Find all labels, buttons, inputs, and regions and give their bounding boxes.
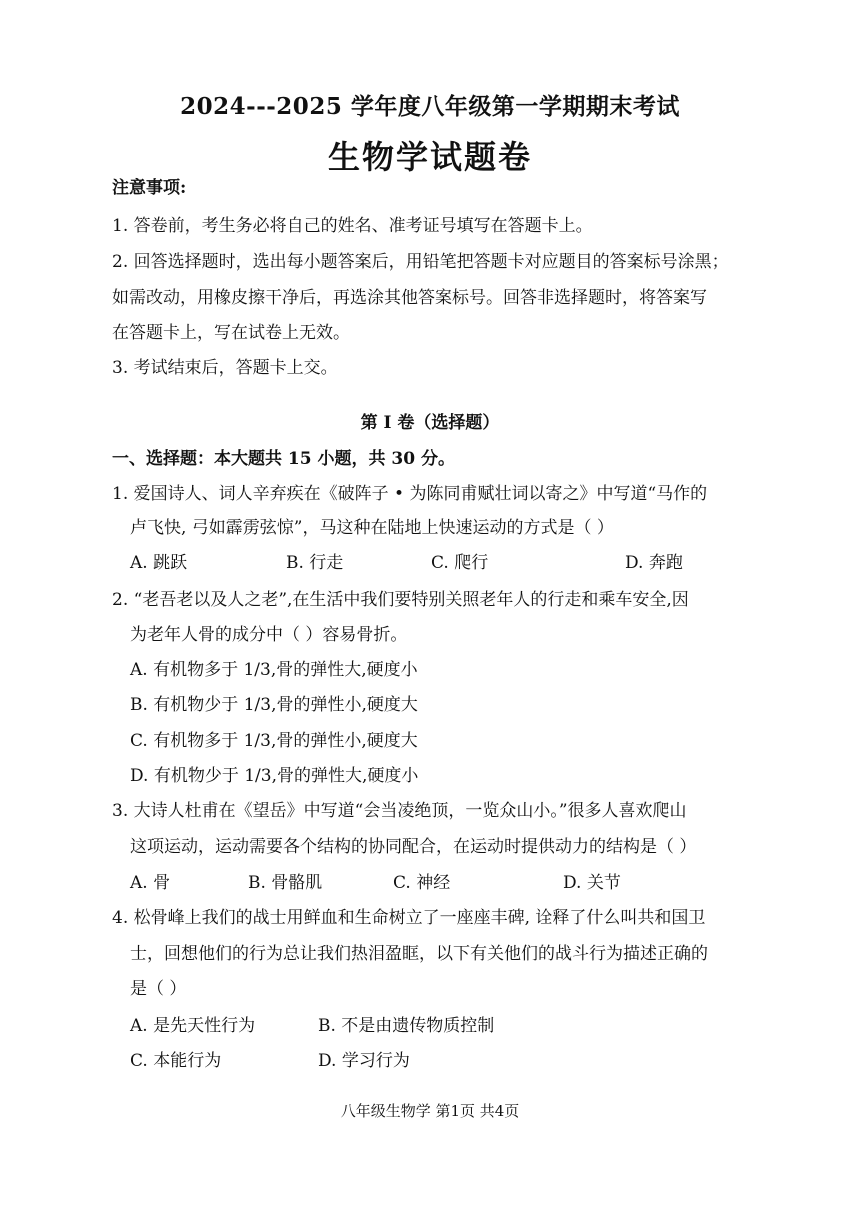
question-1-option-c: C. 爬行	[431, 553, 489, 573]
question-4-line-1: 4. 松骨峰上我们的战士用鲜血和生命树立了一座座丰碑, 诠释了什么叫共和国卫	[112, 908, 706, 928]
subject-title: 生物学试题卷	[327, 138, 532, 176]
question-2-line-2: 为老年人骨的成分中（ ）容易骨折。	[130, 625, 408, 645]
question-1-option-b: B. 行走	[286, 553, 344, 573]
question-4-option-c: C. 本能行为	[130, 1051, 222, 1071]
question-4-option-b: B. 不是由遗传物质控制	[318, 1016, 495, 1036]
notes-item-2: 2. 回答选择题时，选出每小题答案后，用铅笔把答题卡对应题目的答案标号涂黑；	[112, 252, 729, 272]
question-3-option-a: A. 骨	[130, 873, 171, 893]
question-3-line-1: 3. 大诗人杜甫在《望岳》中写道“会当凌绝顶，一览众山小。”很多人喜欢爬山	[112, 801, 687, 821]
question-2-option-c: C. 有机物多于 1/3,骨的弹性小,硬度大	[130, 731, 418, 751]
question-2-option-a: A. 有机物多于 1/3,骨的弹性大,硬度小	[130, 660, 418, 680]
exam-title: 2024---2025 学年度八年级第一学期期末考试	[180, 93, 680, 120]
question-4-option-d: D. 学习行为	[318, 1051, 410, 1071]
question-3-option-b: B. 骨骼肌	[248, 873, 323, 893]
page-footer: 八年级生物学 第1页 共4页	[340, 1102, 520, 1120]
question-3-line-2: 这项运动，运动需要各个结构的协同配合，在运动时提供动力的结构是（ ）	[130, 837, 697, 857]
notes-item-2-cont: 如需改动，用橡皮擦干净后，再选涂其他答案标号。回答非选择题时，将答案写	[112, 288, 707, 308]
question-2-option-d: D. 有机物少于 1/3,骨的弹性大,硬度小	[130, 766, 419, 786]
notes-item-3: 3. 考试结束后，答题卡上交。	[112, 358, 338, 378]
question-2-line-1: 2. “老吾老以及人之老”,在生活中我们要特别关照老年人的行走和乘车安全,因	[112, 590, 689, 610]
question-4-line-3: 是（ ）	[130, 979, 187, 999]
question-4-line-2: 士，回想他们的行为总让我们热泪盈眶，以下有关他们的战斗行为描述正确的	[130, 944, 708, 964]
question-3-option-c: C. 神经	[393, 873, 451, 893]
question-1-option-a: A. 跳跃	[130, 553, 188, 573]
question-1-line-1: 1. 爱国诗人、词人辛弃疾在《破阵子 • 为陈同甫赋壮词以寄之》中写道“马作的	[112, 484, 708, 504]
notes-item-2-cont: 在答题卡上，写在试卷上无效。	[112, 323, 350, 343]
section-title: 第 I 卷（选择题）	[360, 413, 500, 433]
question-1-line-2: 卢飞快, 弓如霹雳弦惊”，马这种在陆地上快速运动的方式是（ ）	[130, 518, 614, 538]
part-heading: 一、选择题：本大题共 15 小题，共 30 分。	[112, 449, 455, 469]
question-3-option-d: D. 关节	[563, 873, 621, 893]
notes-heading: 注意事项:	[112, 178, 187, 198]
question-2-option-b: B. 有机物少于 1/3,骨的弹性小,硬度大	[130, 695, 418, 715]
question-4-option-a: A. 是先天性行为	[130, 1016, 256, 1036]
notes-item-1: 1. 答卷前，考生务必将自己的姓名、准考证号填写在答题卡上。	[112, 216, 593, 236]
question-1-option-d: D. 奔跑	[625, 553, 683, 573]
